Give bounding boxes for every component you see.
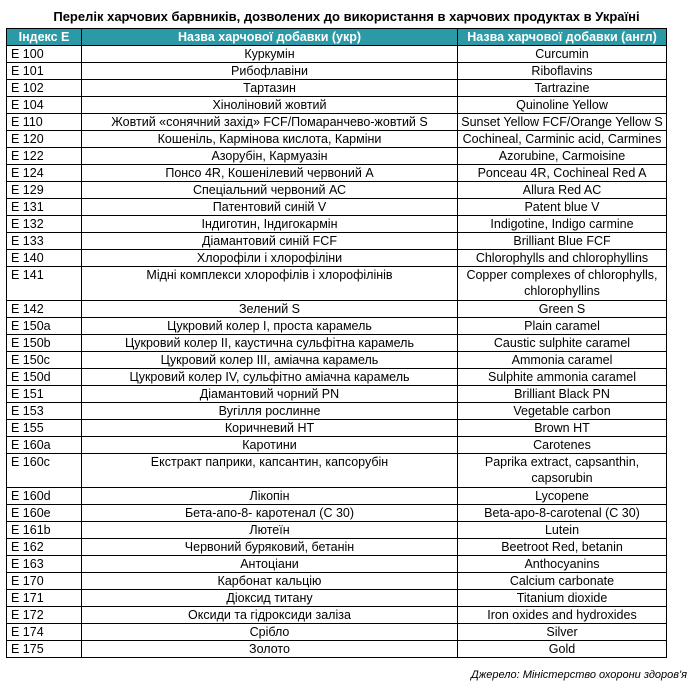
table-row <box>7 403 667 420</box>
cell-name-ukr: Патентовий синій V <box>82 199 458 216</box>
cell-name-ukr: Лютеїн <box>82 522 458 539</box>
table-row <box>7 539 667 556</box>
cell-name-eng: Caustic sulphite caramel <box>458 335 667 352</box>
cell-name-eng: Ammonia caramel <box>458 352 667 369</box>
table-row <box>7 607 667 624</box>
table-row <box>7 386 667 403</box>
cell-name-ukr: Спеціальний червоний АС <box>82 182 458 199</box>
cell-name-eng: Beta-apo-8-carotenal (C 30) <box>458 505 667 522</box>
cell-name-ukr: Цукровий колер ІІ, каустична сульфітна карамель <box>82 335 458 352</box>
cell-name-ukr: Коричневий НТ <box>82 420 458 437</box>
cell-name-eng: Lycopene <box>458 488 667 505</box>
cell-code: E 150b <box>7 335 82 352</box>
cell-code: E 101 <box>7 63 82 80</box>
cell-code: E 129 <box>7 182 82 199</box>
cell-name-ukr: Тартазин <box>82 80 458 97</box>
table-row <box>7 301 667 318</box>
cell-code: E 120 <box>7 131 82 148</box>
table-row <box>7 437 667 454</box>
table-row <box>7 63 667 80</box>
cell-code: E 161b <box>7 522 82 539</box>
cell-name-eng: Vegetable carbon <box>458 403 667 420</box>
cell-name-eng: Patent blue V <box>458 199 667 216</box>
cell-name-eng: Green S <box>458 301 667 318</box>
cell-code: E 132 <box>7 216 82 233</box>
cell-name-ukr: Діамантовий синій FCF <box>82 233 458 250</box>
cell-name-ukr: Куркумін <box>82 46 458 63</box>
cell-code: E 153 <box>7 403 82 420</box>
cell-name-ukr: Зелений S <box>82 301 458 318</box>
cell-name-eng: Titanium dioxide <box>458 590 667 607</box>
table-row <box>7 369 667 386</box>
cell-name-eng: Curcumin <box>458 46 667 63</box>
cell-code: E 124 <box>7 165 82 182</box>
table-row <box>7 641 667 658</box>
cell-name-ukr: Цукровий колер І, проста карамель <box>82 318 458 335</box>
cell-name-eng: Brown HT <box>458 420 667 437</box>
cell-code: E 122 <box>7 148 82 165</box>
cell-name-eng: Copper complexes of chlorophylls, chlorophyllins <box>458 267 667 301</box>
cell-name-eng: Anthocyanins <box>458 556 667 573</box>
cell-code: E 162 <box>7 539 82 556</box>
cell-name-ukr: Червоний буряковий, бетанін <box>82 539 458 556</box>
table-row <box>7 199 667 216</box>
cell-code: E 131 <box>7 199 82 216</box>
cell-code: E 163 <box>7 556 82 573</box>
cell-name-ukr: Індиготин, Індигокармін <box>82 216 458 233</box>
cell-name-ukr: Рибофлавіни <box>82 63 458 80</box>
table-row <box>7 505 667 522</box>
cell-code: E 140 <box>7 250 82 267</box>
cell-name-ukr: Кошеніль, Кармінова кислота, Карміни <box>82 131 458 148</box>
cell-code: E 155 <box>7 420 82 437</box>
cell-name-eng: Brilliant Black PN <box>458 386 667 403</box>
header-eng: Назва харчової добавки (англ) <box>458 29 667 46</box>
cell-name-ukr: Хіноліновий жовтий <box>82 97 458 114</box>
table-row <box>7 114 667 131</box>
cell-code: E 174 <box>7 624 82 641</box>
cell-name-ukr: Азорубін, Кармуазін <box>82 148 458 165</box>
cell-name-eng: Cochineal, Carminic acid, Carmines <box>458 131 667 148</box>
cell-name-eng: Chlorophylls and chlorophyllins <box>458 250 667 267</box>
cell-code: E 100 <box>7 46 82 63</box>
table-row <box>7 624 667 641</box>
cell-name-eng: Gold <box>458 641 667 658</box>
cell-code: E 150d <box>7 369 82 386</box>
cell-name-eng: Paprika extract, capsanthin, capsorubin <box>458 454 667 488</box>
table-row <box>7 165 667 182</box>
source-note: Джерело: Міністерство охорони здоров'я <box>470 669 687 681</box>
cell-name-ukr: Карбонат кальцію <box>82 573 458 590</box>
cell-name-eng: Lutein <box>458 522 667 539</box>
table-row <box>7 250 667 267</box>
table-row <box>7 131 667 148</box>
table-row <box>7 216 667 233</box>
table-header-row <box>7 29 667 46</box>
cell-code: E 160e <box>7 505 82 522</box>
cell-name-ukr: Жовтий «сонячний захід» FCF/Помаранчево-жовтий S <box>82 114 458 131</box>
cell-code: E 171 <box>7 590 82 607</box>
cell-name-eng: Sunset Yellow FCF/Orange Yellow S <box>458 114 667 131</box>
cell-name-eng: Allura Red AC <box>458 182 667 199</box>
cell-code: E 110 <box>7 114 82 131</box>
header-ukr: Назва харчової добавки (укр) <box>82 29 458 46</box>
cell-code: E 142 <box>7 301 82 318</box>
cell-name-ukr: Каротини <box>82 437 458 454</box>
table-title: Перелік харчових барвників, дозволених до використання в харчових продуктах в Україні <box>53 9 640 24</box>
table-row <box>7 267 667 301</box>
table-row <box>7 80 667 97</box>
cell-name-eng: Indigotine, Indigo carmine <box>458 216 667 233</box>
header-code: Індекс Е <box>7 29 82 46</box>
cell-name-ukr: Бета-апо-8- каротенал (С 30) <box>82 505 458 522</box>
table-row <box>7 233 667 250</box>
table-row <box>7 556 667 573</box>
cell-name-ukr: Цукровий колер ІІІ, аміачна карамель <box>82 352 458 369</box>
table-row <box>7 454 667 488</box>
table-row <box>7 182 667 199</box>
cell-name-ukr: Вугілля рослинне <box>82 403 458 420</box>
cell-code: E 172 <box>7 607 82 624</box>
table-row <box>7 148 667 165</box>
cell-code: E 160a <box>7 437 82 454</box>
cell-name-ukr: Цукровий колер IV, сульфітно аміачна карамель <box>82 369 458 386</box>
cell-name-ukr: Діамантовий чорний PN <box>82 386 458 403</box>
cell-code: E 150c <box>7 352 82 369</box>
cell-name-eng: Azorubine, Carmoisine <box>458 148 667 165</box>
table-row <box>7 590 667 607</box>
cell-name-eng: Iron oxides and hydroxides <box>458 607 667 624</box>
cell-code: E 104 <box>7 97 82 114</box>
cell-code: E 150a <box>7 318 82 335</box>
cell-name-ukr: Екстракт паприки, капсантин, капсорубін <box>82 454 458 488</box>
cell-code: E 175 <box>7 641 82 658</box>
table-row <box>7 573 667 590</box>
cell-name-ukr: Мідні комплекси хлорофілів і хлорофілінів <box>82 267 458 301</box>
cell-name-eng: Sulphite ammonia caramel <box>458 369 667 386</box>
table-row <box>7 352 667 369</box>
table-row <box>7 335 667 352</box>
cell-name-ukr: Оксиди та гідроксиди заліза <box>82 607 458 624</box>
cell-code: E 151 <box>7 386 82 403</box>
cell-name-eng: Riboflavins <box>458 63 667 80</box>
cell-name-eng: Ponceau 4R, Cochineal Red A <box>458 165 667 182</box>
cell-name-eng: Plain caramel <box>458 318 667 335</box>
cell-name-eng: Quinoline Yellow <box>458 97 667 114</box>
cell-code: E 170 <box>7 573 82 590</box>
cell-name-ukr: Золото <box>82 641 458 658</box>
cell-name-ukr: Срібло <box>82 624 458 641</box>
table-row <box>7 318 667 335</box>
table-row <box>7 488 667 505</box>
cell-code: E 141 <box>7 267 82 301</box>
cell-name-eng: Carotenes <box>458 437 667 454</box>
table-row <box>7 97 667 114</box>
table-row <box>7 522 667 539</box>
cell-name-eng: Silver <box>458 624 667 641</box>
cell-code: E 160c <box>7 454 82 488</box>
cell-name-eng: Tartrazine <box>458 80 667 97</box>
cell-name-ukr: Діоксид титану <box>82 590 458 607</box>
cell-name-eng: Brilliant Blue FCF <box>458 233 667 250</box>
cell-code: E 133 <box>7 233 82 250</box>
cell-name-eng: Beetroot Red, betanin <box>458 539 667 556</box>
table-row <box>7 420 667 437</box>
table-body <box>7 46 667 658</box>
cell-name-eng: Calcium carbonate <box>458 573 667 590</box>
cell-name-ukr: Хлорофіли і хлорофіліни <box>82 250 458 267</box>
table-row <box>7 46 667 63</box>
cell-code: E 102 <box>7 80 82 97</box>
food-colorants-table <box>6 28 667 658</box>
cell-name-ukr: Антоціани <box>82 556 458 573</box>
cell-name-ukr: Лікопін <box>82 488 458 505</box>
cell-name-ukr: Понсо 4R, Кошенілевий червоний А <box>82 165 458 182</box>
cell-code: E 160d <box>7 488 82 505</box>
